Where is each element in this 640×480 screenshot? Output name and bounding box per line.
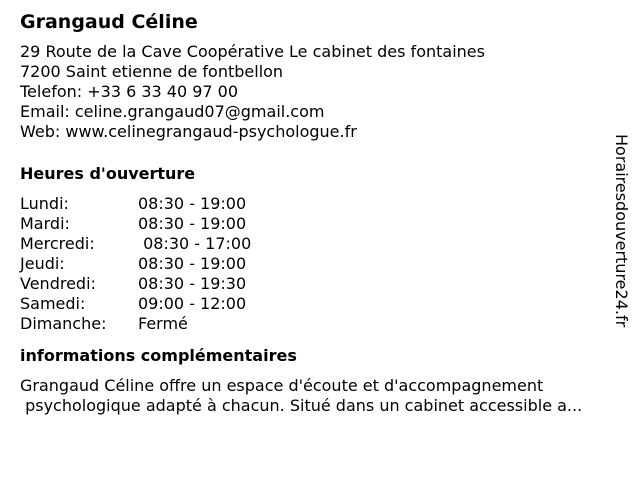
hours-row-thursday <box>20 254 620 274</box>
day-label: Vendredi: <box>20 274 96 293</box>
address-line-1: 29 Route de la Cave Coopérative Le cabinet des fontaines <box>20 42 485 61</box>
hours-value: 08:30 - 19:00 <box>138 214 247 233</box>
day-label: Mardi: <box>20 214 70 233</box>
day-label: Dimanche: <box>20 314 107 333</box>
hours-value: 09:00 - 12:00 <box>138 294 247 313</box>
description-line-2: psychologique adapté à chacun. Situé dans un cabinet accessible a... <box>20 396 583 415</box>
hours-value: 08:30 - 19:00 <box>138 254 247 273</box>
hours-heading: Heures d'ouverture <box>20 164 196 183</box>
hours-row-wednesday <box>20 234 620 254</box>
day-label: Mercredi: <box>20 234 95 253</box>
day-label: Jeudi: <box>20 254 65 273</box>
hours-row-tuesday <box>20 214 620 234</box>
day-label: Lundi: <box>20 194 69 213</box>
day-label: Samedi: <box>20 294 86 313</box>
business-name: Grangaud Céline <box>20 11 198 33</box>
phone-number: Telefon: +33 6 33 40 97 00 <box>20 82 239 101</box>
hours-value: 08:30 - 17:00 <box>138 234 252 253</box>
hours-value: Fermé <box>138 314 188 333</box>
hours-value: 08:30 - 19:30 <box>138 274 247 293</box>
email-address: Email: celine.grangaud07@gmail.com <box>20 102 325 121</box>
address-line-2: 7200 Saint etienne de fontbellon <box>20 62 284 81</box>
site-watermark: Horairesdouverture24.fr <box>612 134 631 328</box>
hours-row-sunday <box>20 314 620 334</box>
info-heading: informations complémentaires <box>20 346 297 365</box>
website: Web: www.celinegrangaud-psychologue.fr <box>20 122 357 141</box>
description-line-1: Grangaud Céline offre un espace d'écoute et d'accompagnement <box>20 376 544 395</box>
hours-row-monday <box>20 194 620 214</box>
hours-row-friday <box>20 274 620 294</box>
business-card <box>20 8 620 416</box>
hours-row-saturday <box>20 294 620 314</box>
hours-value: 08:30 - 19:00 <box>138 194 247 213</box>
hours-table <box>20 194 620 334</box>
